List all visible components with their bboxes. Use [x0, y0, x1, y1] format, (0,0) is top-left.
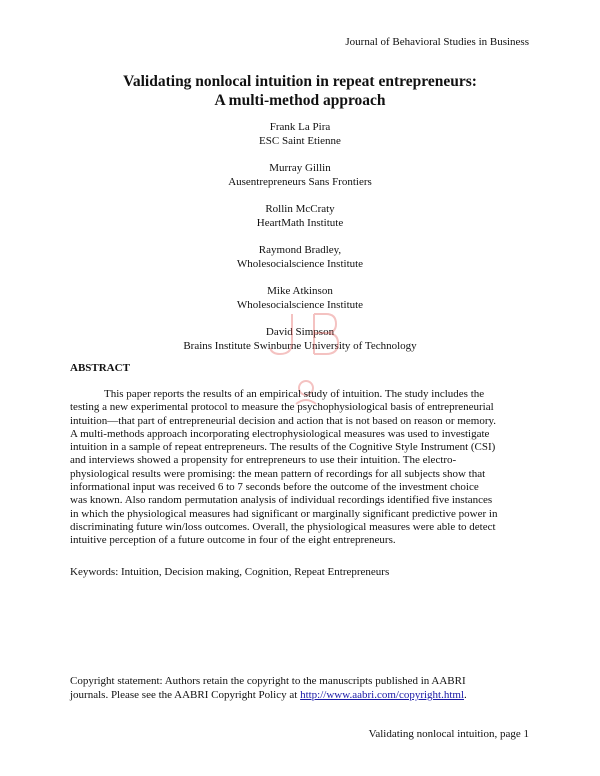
- author-affiliation: HeartMath Institute: [256, 217, 344, 229]
- author-block: [0, 120, 600, 148]
- author-block: [0, 161, 600, 189]
- copyright-suffix: .: [464, 689, 467, 701]
- abstract-line: This paper reports the results of an empirical study of intuition. The study includes the: [104, 388, 485, 400]
- author-affiliation: Brains Institute Swinburne University of Technology: [183, 340, 417, 352]
- copyright-line-2: [70, 688, 530, 702]
- author-list: [0, 120, 600, 366]
- copyright-policy-link[interactable]: http://www.aabri.com/copyright.html: [300, 689, 465, 701]
- keywords: Keywords: Intuition, Decision making, Cognition, Repeat Entrepreneurs: [70, 566, 390, 578]
- copyright-prefix: journals. Please see the AABRI Copyright Policy at: [70, 689, 301, 701]
- abstract-line: intuitive perception of a future outcome in four of the eight entrepreneurs.: [70, 534, 396, 547]
- author-block: [0, 325, 600, 353]
- abstract-line: A multi-methods approach incorporating electrophysiological measures was used to investigate: [70, 427, 490, 440]
- author-block: [0, 243, 600, 271]
- abstract-heading: ABSTRACT: [70, 362, 130, 374]
- abstract-line: discriminating future win/loss outcomes. Overall, the physiological measures were able to detect: [70, 520, 496, 533]
- author-name: David Simpson: [265, 326, 335, 338]
- author-affiliation: Wholesocialscience Institute: [236, 258, 364, 270]
- author-name: Rollin McCraty: [265, 203, 335, 215]
- copyright-line-1: Copyright statement: Authors retain the copyright to the manuscripts published in AABRI: [70, 675, 466, 687]
- title-line-1: Validating nonlocal intuition in repeat entrepreneurs:: [123, 73, 477, 90]
- author-affiliation: Wholesocialscience Institute: [236, 299, 364, 311]
- abstract-line: informational input was received 6 to 7 seconds before the outcome of the investment choice: [70, 481, 479, 494]
- copyright-statement: [70, 674, 530, 702]
- title-line-2: A multi-method approach: [214, 92, 386, 109]
- author-block: [0, 284, 600, 312]
- abstract-line: was known. Also random permutation analysis of individual recordings identified five instances: [70, 494, 493, 507]
- author-block: [0, 202, 600, 230]
- author-affiliation: Ausentrepreneurs Sans Frontiers: [228, 176, 372, 188]
- author-name: Mike Atkinson: [267, 285, 333, 297]
- author-name: Raymond Bradley,: [258, 244, 342, 256]
- author-affiliation: ESC Saint Etienne: [259, 135, 341, 147]
- abstract-line: intuition—that part of entrepreneurial decision and action that is not based on reason or memory.: [70, 414, 497, 427]
- abstract-line: in which the physiological measures had significant or marginally significant predictive power in: [70, 507, 498, 520]
- abstract-line: intuition in a sample of repeat entrepreneurs. The results of the Cognitive Style Instrument (CSI): [70, 441, 496, 454]
- author-name: Murray Gillin: [269, 162, 331, 174]
- abstract-line: and interviews showed a propensity for entrepreneurs to use their intuition. The electro-: [70, 454, 457, 467]
- journal-name: Journal of Behavioral Studies in Business: [345, 36, 529, 48]
- abstract-body: [70, 388, 530, 548]
- paper-title: [0, 72, 600, 110]
- author-name: Frank La Pira: [269, 121, 331, 133]
- abstract-line: physiological results were promising: the mean pattern of recordings for all subjects show that: [70, 467, 486, 480]
- page-footer: Validating nonlocal intuition, page 1: [368, 728, 529, 740]
- abstract-line: testing a new experimental protocol to measure the psychophysiological basis of entrepreneurial: [70, 401, 494, 414]
